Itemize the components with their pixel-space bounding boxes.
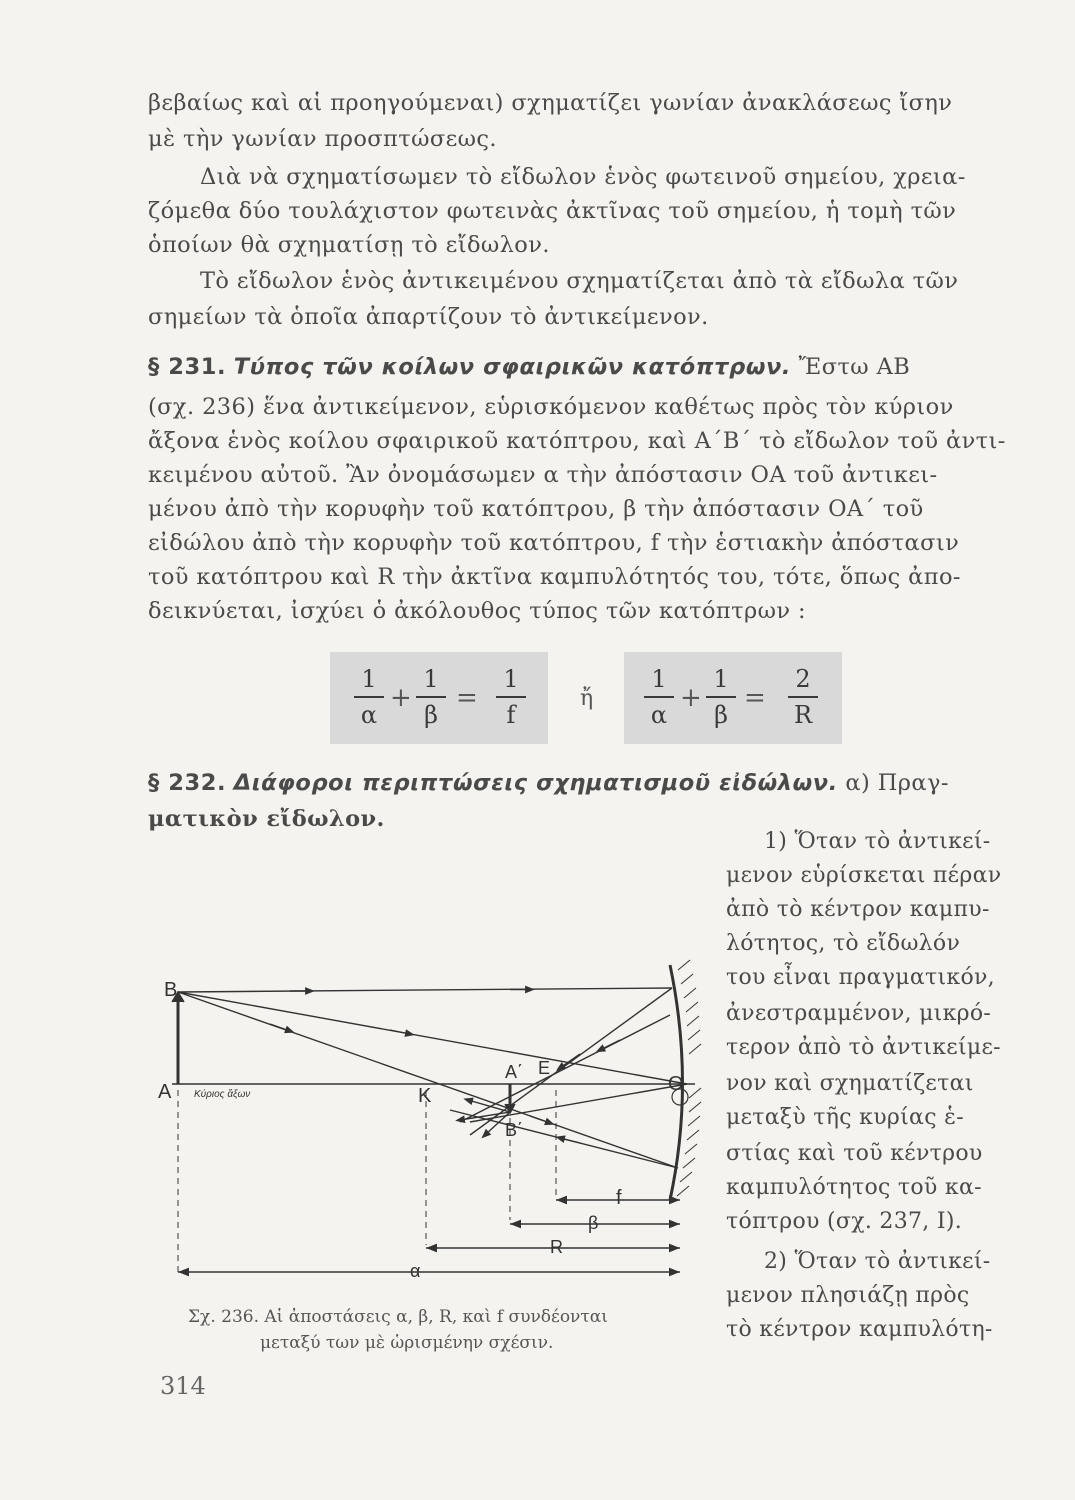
text-line: σημείων τὰ ὁποῖα ἀπαρτίζουν τὸ ἀντικείμενον. [148,304,709,330]
equals-sign: = [744,683,766,713]
or-word: ἤ [580,686,594,711]
page-number: 314 [160,1372,206,1400]
label-principal-axis: Κύριος ἄξων [194,1089,251,1100]
fraction: 1 f [494,664,528,730]
text-line: (σχ. 236) ἕνα ἀντικείμενον, εὑρισκόμενον καθέτως πρὸς τὸν κύριον [148,394,954,420]
label-alpha: α [410,1261,421,1281]
figure-caption: Σχ. 236. Αἱ ἀποστάσεις α, β, R, καὶ f συνδέονται [188,1307,608,1327]
text-fragment: Ἔστω ΑΒ [798,354,911,380]
section-number: § 232. [148,770,227,796]
label-E: E [538,1058,551,1078]
text-line: ματικὸν εἴδωλον. [148,806,385,832]
label-A-prime: A΄ [505,1062,523,1082]
text-line: τόπτρου (σχ. 237, Ι). [726,1209,963,1234]
text-line: 1) Ὅταν τὸ ἀντικεί- [764,829,991,854]
text-line: εἰδώλου ἀπὸ τὴν κορυφὴν τοῦ κατόπτρου, f τὴν ἑστιακὴν ἀπόστασιν [148,530,960,556]
text-line: ἄξονα ἑνὸς κοίλου σφαιρικοῦ κατόπτρου, καὶ Α΄Β΄ τὸ εἴδωλον τοῦ ἀντι- [148,428,1006,454]
text-line: κειμένου αὐτοῦ. Ἂν ὀνομάσωμεν α τὴν ἀπόστασιν ΟΑ τοῦ ἀντικει- [148,462,938,488]
figure-236-concave-mirror-diagram [150,950,710,1290]
text-line: τοῦ κατόπτρου καὶ R τὴν ἀκτῖνα καμπυλότητός του, τότε, ὅπως ἀπο- [148,564,961,590]
text-line: ἀνεστραμμένον, μικρό- [726,1001,992,1026]
section-title: Διάφοροι περιπτώσεις σχηματισμοῦ εἰδώλων. [233,770,838,796]
text-line: μενον πλησιάζῃ πρὸς [726,1283,970,1308]
fraction: 1 α [352,664,386,730]
text-line: μεταξὺ τῆς κυρίας ἑ- [726,1105,964,1130]
label-B-prime: B΄ [505,1120,523,1140]
text-line: τερον ἀπὸ τὸ ἀντικείμε- [726,1035,1001,1060]
text-line: 2) Ὅταν τὸ ἀντικεί- [764,1249,991,1274]
text-line: δεικνύεται, ἰσχύει ὁ ἀκόλουθος τύπος τῶν κατόπτρων : [148,598,806,624]
label-R: R [550,1237,563,1257]
text-line: νον καὶ σχηματίζεται [726,1071,974,1096]
text-fragment: α) Πραγ- [845,770,949,796]
text-line: Διὰ νὰ σχηματίσωμεν τὸ εἴδωλον ἑνὸς φωτεινοῦ σημείου, χρεια- [200,164,966,190]
text-line: του εἶναι πραγματικόν, [726,965,995,990]
fraction: 1 α [642,664,676,730]
fraction: 1 β [414,664,448,730]
plus-sign: + [390,683,412,713]
text-line: ἀπὸ τὸ κέντρον καμπυ- [726,897,990,922]
section-title: Τύπος τῶν κοίλων σφαιρικῶν κατόπτρων. [233,354,792,380]
text-line: στίας καὶ τοῦ κέντρου [726,1141,983,1166]
text-line: λότητος, τὸ εἴδωλόν [726,931,961,956]
equals-sign: = [456,683,478,713]
label-K: K [418,1085,432,1107]
text-line: ὁποίων θὰ σχηματίσῃ τὸ εἴδωλον. [148,232,550,258]
fraction: 2 R [786,664,820,730]
text-line: τὸ κέντρον καμπυλότη- [726,1317,993,1342]
text-line: βεβαίως καὶ αἱ προηγούμεναι) σχηματίζει γωνίαν ἀνακλάσεως ἴσην [148,90,953,116]
text-line: ζόμεθα δύο τουλάχιστον φωτεινὰς ἀκτῖνας τοῦ σημείου, ἡ τομὴ τῶν [148,198,957,224]
figure-caption: μεταξύ των μὲ ὡρισμένην σχέσιν. [260,1333,554,1353]
section-heading-line [148,352,910,382]
label-O: O [668,1073,684,1095]
text-line: καμπυλότητος τοῦ κα- [726,1175,982,1200]
fraction: 1 β [704,664,738,730]
label-B: B [164,979,178,1001]
label-f: f [616,1187,622,1209]
text-line: μενον εὑρίσκεται πέραν [726,863,1002,888]
plus-sign: + [680,683,702,713]
section-heading-line [148,768,949,798]
section-number: § 231. [148,354,227,380]
text-line: μένου ἀπὸ τὴν κορυφὴν τοῦ κατόπτρου, β τὴν ἀπόστασιν ΟΑ΄ τοῦ [148,496,924,522]
label-beta: β [588,1213,599,1233]
label-A: A [158,1081,172,1103]
text-line: μὲ τὴν γωνίαν προσπτώσεως. [148,126,497,152]
text-line: Τὸ εἴδωλον ἑνὸς ἀντικειμένου σχηματίζεται ἀπὸ τὰ εἴδωλα τῶν [200,268,959,294]
